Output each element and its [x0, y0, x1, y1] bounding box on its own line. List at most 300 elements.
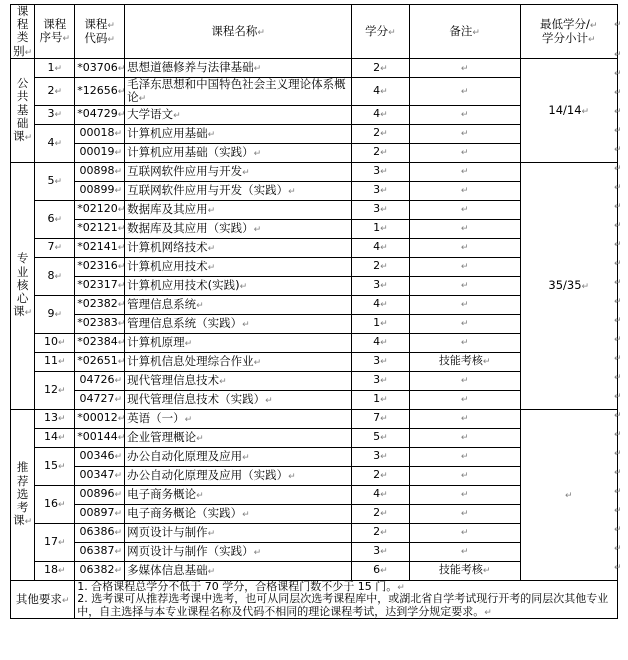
- pilcrow-mark: ↵: [460, 129, 469, 140]
- pilcrow-mark: ↵: [242, 509, 250, 520]
- other-requirements-row: [11, 580, 618, 619]
- course-code: *00144↵: [75, 428, 125, 447]
- pilcrow-mark: ↵: [196, 300, 204, 311]
- course-sequence: 6↵: [35, 200, 75, 238]
- pilcrow-mark: ↵: [614, 50, 622, 60]
- course-code: 00897↵: [75, 504, 125, 523]
- course-remark: [409, 181, 520, 200]
- pilcrow-mark: ↵: [614, 183, 622, 193]
- pilcrow-mark: ↵: [460, 243, 469, 254]
- course-name: 电子商务概论（实践）↵: [125, 504, 352, 523]
- course-code: *02141↵: [75, 238, 125, 257]
- course-code: *03706↵: [75, 59, 125, 78]
- pilcrow-mark: ↵: [117, 243, 126, 254]
- course-name: 计算机网络技术↵: [125, 238, 352, 257]
- paragraph-marks-column: [614, 4, 628, 578]
- pilcrow-mark: ↵: [380, 148, 388, 159]
- pilcrow-mark: ↵: [380, 243, 388, 254]
- pilcrow-mark: ↵: [117, 110, 126, 121]
- pilcrow-mark: ↵: [380, 376, 388, 387]
- pilcrow-mark: ↵: [460, 186, 469, 197]
- pilcrow-mark: ↵: [58, 537, 66, 548]
- course-name: 管理信息系统（实践）↵: [125, 314, 352, 333]
- pilcrow-mark: ↵: [460, 528, 469, 539]
- document-page: [0, 4, 628, 660]
- course-name: 计算机应用技术↵: [125, 257, 352, 276]
- pilcrow-mark: ↵: [380, 433, 388, 444]
- table-body: [11, 59, 618, 619]
- pilcrow-mark: ↵: [380, 63, 388, 74]
- pilcrow-mark: ↵: [114, 167, 123, 178]
- pilcrow-mark: ↵: [257, 27, 265, 38]
- pilcrow-mark: ↵: [614, 373, 622, 383]
- course-credits: 1↵: [352, 219, 410, 238]
- course-credits: 3↵: [352, 162, 410, 181]
- course-remark: [409, 59, 520, 78]
- course-code: *02383↵: [75, 314, 125, 333]
- pilcrow-mark: ↵: [239, 281, 248, 292]
- course-remark: [409, 105, 520, 124]
- course-credits: 3↵: [352, 371, 410, 390]
- course-code: 00346↵: [75, 447, 125, 466]
- pilcrow-mark: ↵: [380, 452, 388, 463]
- course-credits: 2↵: [352, 143, 410, 162]
- course-credits: 5↵: [352, 428, 410, 447]
- pilcrow-mark: ↵: [614, 411, 622, 421]
- pilcrow-mark: ↵: [614, 240, 622, 250]
- other-requirements-label: 其他要求↵: [11, 580, 75, 619]
- course-remark: [409, 238, 520, 257]
- header-category-line1: 课程: [16, 4, 29, 32]
- pilcrow-mark: ↵: [614, 297, 622, 307]
- header-credits: 学分↵: [352, 5, 410, 59]
- pilcrow-mark: ↵: [614, 278, 622, 288]
- course-sequence: 1↵: [35, 59, 75, 78]
- course-sequence: 2↵: [35, 78, 75, 106]
- pilcrow-mark: ↵: [614, 88, 622, 98]
- pilcrow-mark: ↵: [460, 110, 469, 121]
- pilcrow-mark: ↵: [460, 262, 469, 273]
- pilcrow-mark: ↵: [173, 110, 181, 121]
- pilcrow-mark: ↵: [614, 354, 622, 364]
- pilcrow-mark: ↵: [460, 319, 469, 330]
- pilcrow-mark: ↵: [58, 385, 66, 396]
- pilcrow-mark: ↵: [380, 395, 388, 406]
- pilcrow-mark: ↵: [380, 186, 388, 197]
- pilcrow-mark: ↵: [460, 338, 469, 349]
- course-credits: 4↵: [352, 485, 410, 504]
- pilcrow-mark: ↵: [380, 300, 388, 311]
- table-row: [11, 409, 618, 428]
- course-remark: 技能考核↵: [409, 352, 520, 371]
- pilcrow-mark: ↵: [614, 164, 622, 174]
- pilcrow-mark: ↵: [460, 509, 469, 520]
- pilcrow-mark: ↵: [207, 528, 216, 539]
- course-credits: 3↵: [352, 181, 410, 200]
- course-remark: [409, 523, 520, 542]
- pilcrow-mark: ↵: [581, 281, 590, 292]
- course-credits: 2↵: [352, 124, 410, 143]
- pilcrow-mark: ↵: [589, 21, 598, 32]
- header-category: [11, 5, 35, 59]
- pilcrow-mark: ↵: [117, 414, 126, 425]
- pilcrow-mark: ↵: [614, 525, 622, 535]
- course-name: 数据库及其应用↵: [125, 200, 352, 219]
- pilcrow-mark: ↵: [388, 27, 396, 38]
- pilcrow-mark: ↵: [614, 544, 622, 554]
- pilcrow-mark: ↵: [380, 471, 388, 482]
- pilcrow-mark: ↵: [242, 167, 250, 178]
- course-credits: 3↵: [352, 352, 410, 371]
- pilcrow-mark: ↵: [380, 547, 388, 558]
- pilcrow-mark: ↵: [54, 63, 63, 74]
- pilcrow-mark: ↵: [58, 338, 66, 349]
- course-name: 计算机应用基础（实践）↵: [125, 143, 352, 162]
- course-credits: 1↵: [352, 390, 410, 409]
- pilcrow-mark: ↵: [380, 490, 388, 501]
- pilcrow-mark: ↵: [253, 64, 262, 75]
- course-name: 办公自动化原理及应用↵: [125, 447, 352, 466]
- pilcrow-mark: ↵: [460, 300, 469, 311]
- requirement-line: 2. 选考课可从推荐选考课中选考，也可从同层次选考课程库中，或湖北省自学考试现行开考的同层次其他专业中，自主选择与本专业课程名称及代码不相同的理论课程考试，达到学分规定要求。↵: [77, 592, 609, 618]
- pilcrow-mark: ↵: [460, 205, 469, 216]
- pilcrow-mark: ↵: [54, 243, 63, 254]
- course-name: 现代管理信息技术↵: [125, 371, 352, 390]
- pilcrow-mark: ↵: [207, 262, 216, 273]
- pilcrow-mark: ↵: [484, 607, 492, 618]
- course-code: *12656↵: [75, 78, 125, 106]
- course-credits: 4↵: [352, 238, 410, 257]
- course-name: 电子商务概论↵: [125, 485, 352, 504]
- course-name: 互联网软件应用与开发↵: [125, 162, 352, 181]
- course-credits: 2↵: [352, 504, 410, 523]
- table-row: [11, 59, 618, 78]
- pilcrow-mark: ↵: [614, 335, 622, 345]
- course-credits: 3↵: [352, 447, 410, 466]
- pilcrow-mark: ↵: [24, 308, 33, 319]
- pilcrow-mark: ↵: [380, 129, 388, 140]
- pilcrow-mark: ↵: [380, 224, 388, 235]
- table-row: [11, 162, 618, 181]
- pilcrow-mark: ↵: [117, 86, 126, 97]
- header-min-credits: [520, 5, 618, 59]
- course-sequence: 12↵: [35, 371, 75, 409]
- pilcrow-mark: ↵: [460, 452, 469, 463]
- pilcrow-mark: ↵: [380, 338, 388, 349]
- pilcrow-mark: ↵: [242, 319, 250, 330]
- pilcrow-mark: ↵: [380, 509, 388, 520]
- course-sequence: 8↵: [35, 257, 75, 295]
- course-code: *02384↵: [75, 333, 125, 352]
- pilcrow-mark: ↵: [107, 34, 115, 45]
- course-name: 毛泽东思想和中国特色社会主义理论体系概论↵: [125, 78, 352, 106]
- pilcrow-mark: ↵: [61, 595, 70, 606]
- course-sequence: 18↵: [35, 561, 75, 580]
- course-name: 计算机应用技术(实践)↵: [125, 276, 352, 295]
- course-code: *02382↵: [75, 295, 125, 314]
- course-code: 00347↵: [75, 466, 125, 485]
- course-sequence: 16↵: [35, 485, 75, 523]
- course-code: *02120↵: [75, 200, 125, 219]
- pilcrow-mark: ↵: [207, 129, 216, 140]
- pilcrow-mark: ↵: [614, 107, 622, 117]
- pilcrow-mark: ↵: [114, 452, 123, 463]
- pilcrow-mark: ↵: [207, 243, 216, 254]
- pilcrow-mark: ↵: [614, 202, 622, 212]
- pilcrow-mark: ↵: [114, 129, 123, 140]
- requirement-line: 1. 合格课程总学分不低于 70 学分，合格课程门数不少于 15 门。↵: [77, 579, 405, 593]
- course-remark: [409, 143, 520, 162]
- pilcrow-mark: ↵: [24, 517, 33, 528]
- header-row: [11, 5, 618, 59]
- course-remark: [409, 333, 520, 352]
- pilcrow-mark: ↵: [58, 357, 66, 368]
- pilcrow-mark: ↵: [288, 471, 296, 482]
- pilcrow-mark: ↵: [482, 566, 491, 577]
- pilcrow-mark: ↵: [54, 176, 63, 187]
- header-course-name: 课程名称↵: [125, 5, 352, 59]
- course-sequence: 17↵: [35, 523, 75, 561]
- pilcrow-mark: ↵: [614, 145, 622, 155]
- pilcrow-mark: ↵: [614, 506, 622, 516]
- course-sequence: 10↵: [35, 333, 75, 352]
- course-sequence: 7↵: [35, 238, 75, 257]
- pilcrow-mark: ↵: [117, 357, 126, 368]
- pilcrow-mark: ↵: [54, 309, 63, 320]
- pilcrow-mark: ↵: [380, 566, 388, 577]
- pilcrow-mark: ↵: [117, 300, 126, 311]
- course-name: 网页设计与制作（实践）↵: [125, 542, 352, 561]
- pilcrow-mark: ↵: [614, 392, 622, 402]
- header-remarks: 备注↵: [409, 5, 520, 59]
- pilcrow-mark: ↵: [184, 338, 193, 349]
- table-header: [11, 5, 618, 59]
- pilcrow-mark: ↵: [380, 205, 388, 216]
- course-sequence: 14↵: [35, 428, 75, 447]
- pilcrow-mark: ↵: [117, 281, 126, 292]
- header-code-line1: 课程↵: [84, 17, 115, 32]
- pilcrow-mark: ↵: [24, 47, 33, 58]
- pilcrow-mark: ↵: [460, 471, 469, 482]
- course-sequence: 9↵: [35, 295, 75, 333]
- pilcrow-mark: ↵: [114, 566, 123, 577]
- pilcrow-mark: ↵: [380, 319, 388, 330]
- course-remark: [409, 504, 520, 523]
- course-name: 思想道德修养与法律基础↵: [125, 59, 352, 78]
- course-remark: [409, 390, 520, 409]
- course-remark: [409, 314, 520, 333]
- pilcrow-mark: ↵: [196, 433, 204, 444]
- course-code: *02317↵: [75, 276, 125, 295]
- pilcrow-mark: ↵: [614, 221, 622, 231]
- pilcrow-mark: ↵: [58, 414, 66, 425]
- pilcrow-mark: ↵: [184, 414, 193, 425]
- course-remark: [409, 162, 520, 181]
- course-credits: 2↵: [352, 59, 410, 78]
- pilcrow-mark: ↵: [614, 449, 622, 459]
- course-remark: [409, 466, 520, 485]
- header-sequence-line2: 序号↵: [39, 30, 71, 45]
- course-code: 04727↵: [75, 390, 125, 409]
- pilcrow-mark: ↵: [114, 395, 123, 406]
- pilcrow-mark: ↵: [460, 414, 469, 425]
- pilcrow-mark: ↵: [138, 94, 147, 105]
- section-min-credits: 14/14↵: [520, 59, 618, 163]
- pilcrow-mark: ↵: [265, 395, 273, 406]
- course-name: 大学语文↵: [125, 105, 352, 124]
- course-credits: 3↵: [352, 200, 410, 219]
- pilcrow-mark: ↵: [117, 262, 126, 273]
- course-remark: [409, 78, 520, 106]
- pilcrow-mark: ↵: [460, 281, 469, 292]
- pilcrow-mark: ↵: [482, 357, 491, 368]
- pilcrow-mark: ↵: [460, 395, 469, 406]
- pilcrow-mark: ↵: [614, 316, 622, 326]
- pilcrow-mark: ↵: [581, 106, 590, 117]
- course-code: 00899↵: [75, 181, 125, 200]
- course-category-2: 专 业 核 心 课↵: [11, 162, 35, 409]
- pilcrow-mark: ↵: [460, 86, 469, 97]
- curriculum-table: [10, 4, 618, 619]
- pilcrow-mark: ↵: [380, 86, 388, 97]
- course-name: 现代管理信息技术（实践）↵: [125, 390, 352, 409]
- course-remark: [409, 257, 520, 276]
- course-remark: [409, 276, 520, 295]
- course-name: 英语（一）↵: [125, 409, 352, 428]
- pilcrow-mark: ↵: [114, 471, 123, 482]
- pilcrow-mark: ↵: [397, 582, 405, 593]
- other-requirements-text: [75, 580, 618, 619]
- header-category-line2: 类别↵: [13, 30, 33, 58]
- course-name: 管理信息系统↵: [125, 295, 352, 314]
- pilcrow-mark: ↵: [460, 224, 469, 235]
- pilcrow-mark: ↵: [380, 528, 388, 539]
- header-min-credits-line2: 学分小计↵: [541, 30, 596, 45]
- pilcrow-mark: ↵: [614, 563, 622, 573]
- pilcrow-mark: ↵: [614, 430, 622, 440]
- course-code: *02316↵: [75, 257, 125, 276]
- pilcrow-mark: ↵: [614, 126, 622, 136]
- pilcrow-mark: ↵: [380, 414, 388, 425]
- course-code: *02121↵: [75, 219, 125, 238]
- course-sequence: 3↵: [35, 105, 75, 124]
- course-credits: 2↵: [352, 523, 410, 542]
- pilcrow-mark: ↵: [380, 281, 388, 292]
- course-credits: 7↵: [352, 409, 410, 428]
- course-credits: 3↵: [352, 542, 410, 561]
- course-remark: [409, 428, 520, 447]
- pilcrow-mark: ↵: [380, 357, 388, 368]
- course-remark: [409, 542, 520, 561]
- header-sequence: [35, 5, 75, 59]
- course-category-3: 推 荐 选 考 课↵: [11, 409, 35, 580]
- pilcrow-mark: ↵: [114, 376, 123, 387]
- pilcrow-mark: ↵: [58, 433, 66, 444]
- pilcrow-mark: ↵: [114, 547, 123, 558]
- course-remark: 技能考核↵: [409, 561, 520, 580]
- pilcrow-mark: ↵: [380, 167, 388, 178]
- pilcrow-mark: ↵: [54, 86, 63, 97]
- course-remark: [409, 124, 520, 143]
- course-remark: [409, 485, 520, 504]
- pilcrow-mark: ↵: [614, 259, 622, 269]
- pilcrow-mark: ↵: [242, 452, 250, 463]
- pilcrow-mark: ↵: [253, 224, 262, 235]
- course-category-1: 公 共 基 础 课↵: [11, 59, 35, 163]
- pilcrow-mark: ↵: [114, 528, 123, 539]
- pilcrow-mark: ↵: [460, 167, 469, 178]
- pilcrow-mark: ↵: [117, 205, 126, 216]
- course-remark: [409, 371, 520, 390]
- pilcrow-mark: ↵: [54, 214, 63, 225]
- course-code: *00012↵: [75, 409, 125, 428]
- pilcrow-mark: ↵: [114, 509, 123, 520]
- course-name: 互联网软件应用与开发（实践）↵: [125, 181, 352, 200]
- pilcrow-mark: ↵: [58, 499, 66, 510]
- course-code: *02651↵: [75, 352, 125, 371]
- header-sequence-line1: 课程: [43, 17, 67, 32]
- pilcrow-mark: ↵: [614, 468, 622, 478]
- pilcrow-mark: ↵: [117, 338, 126, 349]
- course-name: 计算机信息处理综合作业↵: [125, 352, 352, 371]
- pilcrow-mark: ↵: [380, 262, 388, 273]
- pilcrow-mark: ↵: [587, 34, 596, 45]
- course-credits: 2↵: [352, 466, 410, 485]
- pilcrow-mark: ↵: [114, 186, 123, 197]
- pilcrow-mark: ↵: [460, 490, 469, 501]
- pilcrow-mark: ↵: [460, 433, 469, 444]
- course-credits: 4↵: [352, 78, 410, 106]
- pilcrow-mark: ↵: [117, 63, 126, 74]
- course-sequence: 13↵: [35, 409, 75, 428]
- course-remark: [409, 409, 520, 428]
- course-sequence: 15↵: [35, 447, 75, 485]
- course-name: 计算机应用基础↵: [125, 124, 352, 143]
- course-credits: 3↵: [352, 276, 410, 295]
- pilcrow-mark: ↵: [62, 34, 71, 45]
- pilcrow-mark: ↵: [288, 186, 296, 197]
- pilcrow-mark: ↵: [54, 138, 63, 149]
- pilcrow-mark: ↵: [219, 376, 227, 387]
- course-code: 00896↵: [75, 485, 125, 504]
- pilcrow-mark: ↵: [117, 319, 126, 330]
- course-remark: [409, 295, 520, 314]
- pilcrow-mark: ↵: [253, 148, 262, 159]
- pilcrow-mark: ↵: [24, 133, 33, 144]
- pilcrow-mark: ↵: [253, 357, 262, 368]
- pilcrow-mark: ↵: [117, 433, 126, 444]
- course-name: 多媒体信息基础↵: [125, 561, 352, 580]
- pilcrow-mark: ↵: [253, 547, 262, 558]
- course-name: 数据库及其应用（实践）↵: [125, 219, 352, 238]
- course-name: 网页设计与制作↵: [125, 523, 352, 542]
- pilcrow-mark: ↵: [114, 490, 123, 501]
- pilcrow-mark: ↵: [380, 110, 388, 121]
- section-min-credits: 35/35↵: [520, 162, 618, 409]
- pilcrow-mark: ↵: [54, 271, 63, 282]
- course-code: 04726↵: [75, 371, 125, 390]
- course-credits: 6↵: [352, 561, 410, 580]
- course-sequence: 4↵: [35, 124, 75, 162]
- course-credits: 1↵: [352, 314, 410, 333]
- pilcrow-mark: ↵: [614, 20, 622, 30]
- section-min-credits: [520, 409, 618, 580]
- header-code-line2: 代码↵: [84, 30, 115, 45]
- course-remark: [409, 200, 520, 219]
- course-credits: 2↵: [352, 257, 410, 276]
- course-name: 企业管理概论↵: [125, 428, 352, 447]
- course-code: 00019↵: [75, 143, 125, 162]
